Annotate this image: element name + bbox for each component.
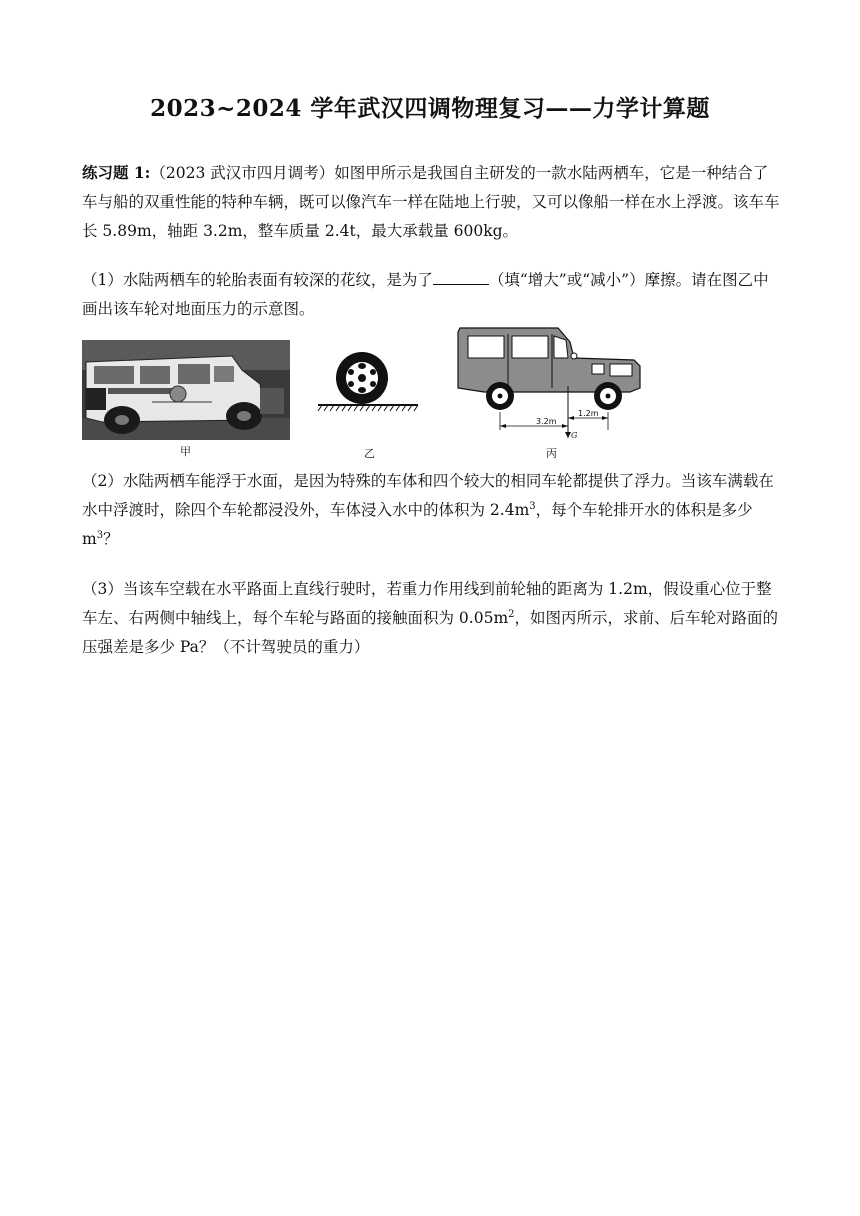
figure-bing-diagram [454, 326, 644, 440]
caption-jia: 甲 [180, 445, 191, 458]
q3-text-a: （3）当该车空载在水平路面上直线行驶时，若重力作用线到前轮轴的距离为 1.2m，假设重心位于整车左、右两侧中轴线上，每个车轮与路面的接触面积为 0.05m [82, 580, 772, 627]
caption-yi: 乙 [364, 447, 375, 460]
answer-blank [433, 270, 489, 285]
q2-text-a: （2）水陆两栖车能浮于水面，是因为特殊的车体和四个较大的相同车轮都提供了浮力。当该车满载在水中浮渡时，除四个车轮都浸没外，车体浸入水中的体积为 2.4m [82, 472, 774, 519]
q2-sup-b: 3 [96, 529, 104, 541]
q1-text-a: （1）水陆两栖车的轮胎表面有较深的花纹，是为了 [82, 271, 433, 289]
exercise-intro-text: （2023 武汉市四月调考）如图甲所示是我国自主研发的一款水陆两栖车，它是一种结合了车与船的双重性能的特种车辆，既可以像汽车一样在陆地上行驶，又可以像船一样在水上浮渡。该车车长 5.89m，轴距 3.2m，整车质量 2.4t，最大承载量 600kg。 [82, 164, 780, 240]
caption-bing: 丙 [546, 447, 557, 460]
q2-text-b: ，每个车轮排开水的体积是多少 m [82, 501, 753, 548]
question-2 [82, 467, 782, 554]
bing-label-g: G [571, 431, 578, 440]
q1-text-b: （填“增大”或“减小”）摩擦。请在图乙中画出该车轮对地面压力的示意图。 [82, 271, 769, 318]
figure-jia-photo [82, 340, 290, 440]
figure-yi-wheel [316, 350, 420, 412]
exercise-intro [82, 158, 782, 246]
q3-sup: 2 [508, 608, 515, 620]
q3-text-b: ，如图丙所示，求前、后车轮对路面的压强差是多少 Pa？（不计驾驶员的重力） [82, 609, 779, 656]
bing-label-long: 3.2m [536, 417, 557, 426]
page-title: 2023~2024 学年武汉四调物理复习——力学计算题 [150, 95, 710, 122]
question-3 [82, 575, 782, 662]
bing-label-short: 1.2m [578, 409, 599, 418]
q2-text-c: ？ [103, 530, 119, 548]
question-1 [82, 266, 782, 324]
q2-sup-a: 3 [529, 500, 536, 512]
exercise-label: 练习题 1: [82, 163, 151, 182]
